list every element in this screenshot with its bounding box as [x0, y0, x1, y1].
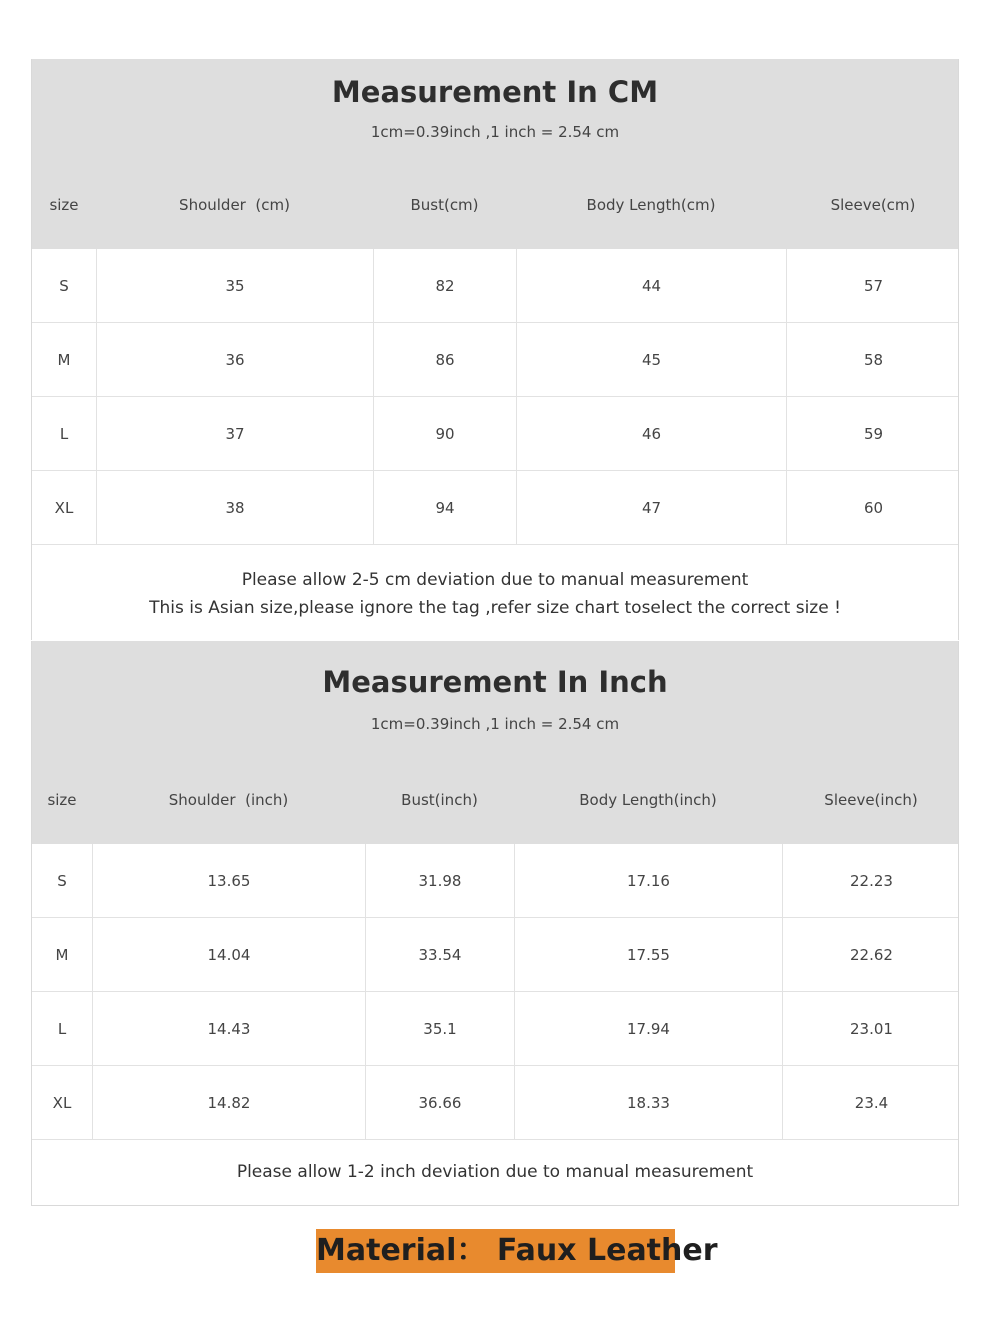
- size-cell: L: [57, 1019, 67, 1038]
- body-length-cell: 44: [516, 249, 786, 322]
- shoulder-cell: 35: [96, 249, 373, 322]
- cm-chart-header: [32, 59, 958, 249]
- bust-cell: 86: [373, 323, 516, 396]
- column-header-size: size: [49, 196, 79, 214]
- bust-cell: 31.98: [365, 844, 514, 917]
- table-row: [32, 249, 958, 323]
- cm-chart-subtitle: 1cm=0.39inch ,1 inch = 2.54 cm: [370, 123, 620, 141]
- column-header-shoulder: Shoulder (cm): [179, 196, 290, 214]
- sleeve-cell: 59: [786, 397, 960, 470]
- cm-chart-title: Measurement In CM: [331, 75, 659, 109]
- sleeve-cell: 22.62: [782, 918, 960, 991]
- size-cell: S: [59, 276, 69, 295]
- column-header-shoulder: Shoulder (inch): [168, 791, 289, 809]
- material-value: Faux Leather: [496, 1233, 718, 1268]
- shoulder-cell: 37: [96, 397, 373, 470]
- sleeve-cell: 58: [786, 323, 960, 396]
- sleeve-cell: 60: [786, 471, 960, 544]
- body-length-cell: 17.94: [514, 992, 782, 1065]
- size-cell: XL: [52, 1093, 72, 1112]
- note-line-deviation: Please allow 1-2 inch deviation due to manual measurement: [236, 1162, 754, 1182]
- shoulder-cell: 36: [96, 323, 373, 396]
- table-row: [32, 397, 958, 471]
- column-header-sleeve: Sleeve(cm): [830, 196, 916, 214]
- table-row: [32, 844, 958, 918]
- size-cell: S: [57, 871, 67, 890]
- sleeve-cell: 23.01: [782, 992, 960, 1065]
- sleeve-cell: 23.4: [782, 1066, 960, 1139]
- inch-chart-header: [32, 641, 958, 844]
- inch-size-chart: [31, 641, 959, 1206]
- bust-cell: 94: [373, 471, 516, 544]
- cm-size-chart: [31, 59, 959, 640]
- material-label: Material: [316, 1233, 457, 1268]
- table-row: [32, 992, 958, 1066]
- column-header-size: size: [47, 791, 77, 809]
- body-length-cell: 17.16: [514, 844, 782, 917]
- column-header-body-length: Body Length(inch): [579, 791, 717, 809]
- size-cell: L: [59, 424, 69, 443]
- cm-column-headers: [32, 196, 958, 220]
- bust-cell: 35.1: [365, 992, 514, 1065]
- shoulder-cell: 14.82: [92, 1066, 365, 1139]
- column-header-bust: Bust(cm): [410, 196, 479, 214]
- table-row: [32, 1066, 958, 1140]
- table-row: [32, 471, 958, 545]
- body-length-cell: 45: [516, 323, 786, 396]
- bust-cell: 36.66: [365, 1066, 514, 1139]
- size-cell: M: [55, 945, 69, 964]
- sleeve-cell: 22.23: [782, 844, 960, 917]
- bust-cell: 82: [373, 249, 516, 322]
- table-row: [32, 918, 958, 992]
- inch-deviation-note: [32, 1140, 958, 1205]
- shoulder-cell: 14.04: [92, 918, 365, 991]
- sleeve-cell: 57: [786, 249, 960, 322]
- table-row: [32, 323, 958, 397]
- bust-cell: 33.54: [365, 918, 514, 991]
- column-header-sleeve: Sleeve(inch): [824, 791, 918, 809]
- body-length-cell: 47: [516, 471, 786, 544]
- size-cell: XL: [54, 498, 74, 517]
- inch-chart-subtitle: 1cm=0.39inch ,1 inch = 2.54 cm: [370, 715, 620, 733]
- column-header-body-length: Body Length(cm): [586, 196, 716, 214]
- body-length-cell: 46: [516, 397, 786, 470]
- material-banner: [316, 1229, 718, 1273]
- size-cell: M: [57, 350, 71, 369]
- bust-cell: 90: [373, 397, 516, 470]
- column-header-bust: Bust(inch): [401, 791, 478, 809]
- cm-deviation-note: [32, 545, 958, 640]
- shoulder-cell: 38: [96, 471, 373, 544]
- shoulder-cell: 14.43: [92, 992, 365, 1065]
- note-line-asian-size: This is Asian size,please ignore the tag ,refer size chart toselect the correct size !: [149, 598, 841, 618]
- inch-chart-title: Measurement In Inch: [322, 665, 668, 699]
- shoulder-cell: 13.65: [92, 844, 365, 917]
- note-line-deviation: Please allow 2-5 cm deviation due to manual measurement: [241, 570, 749, 590]
- body-length-cell: 17.55: [514, 918, 782, 991]
- body-length-cell: 18.33: [514, 1066, 782, 1139]
- material-separator: ：: [456, 1233, 487, 1268]
- inch-column-headers: [32, 791, 958, 815]
